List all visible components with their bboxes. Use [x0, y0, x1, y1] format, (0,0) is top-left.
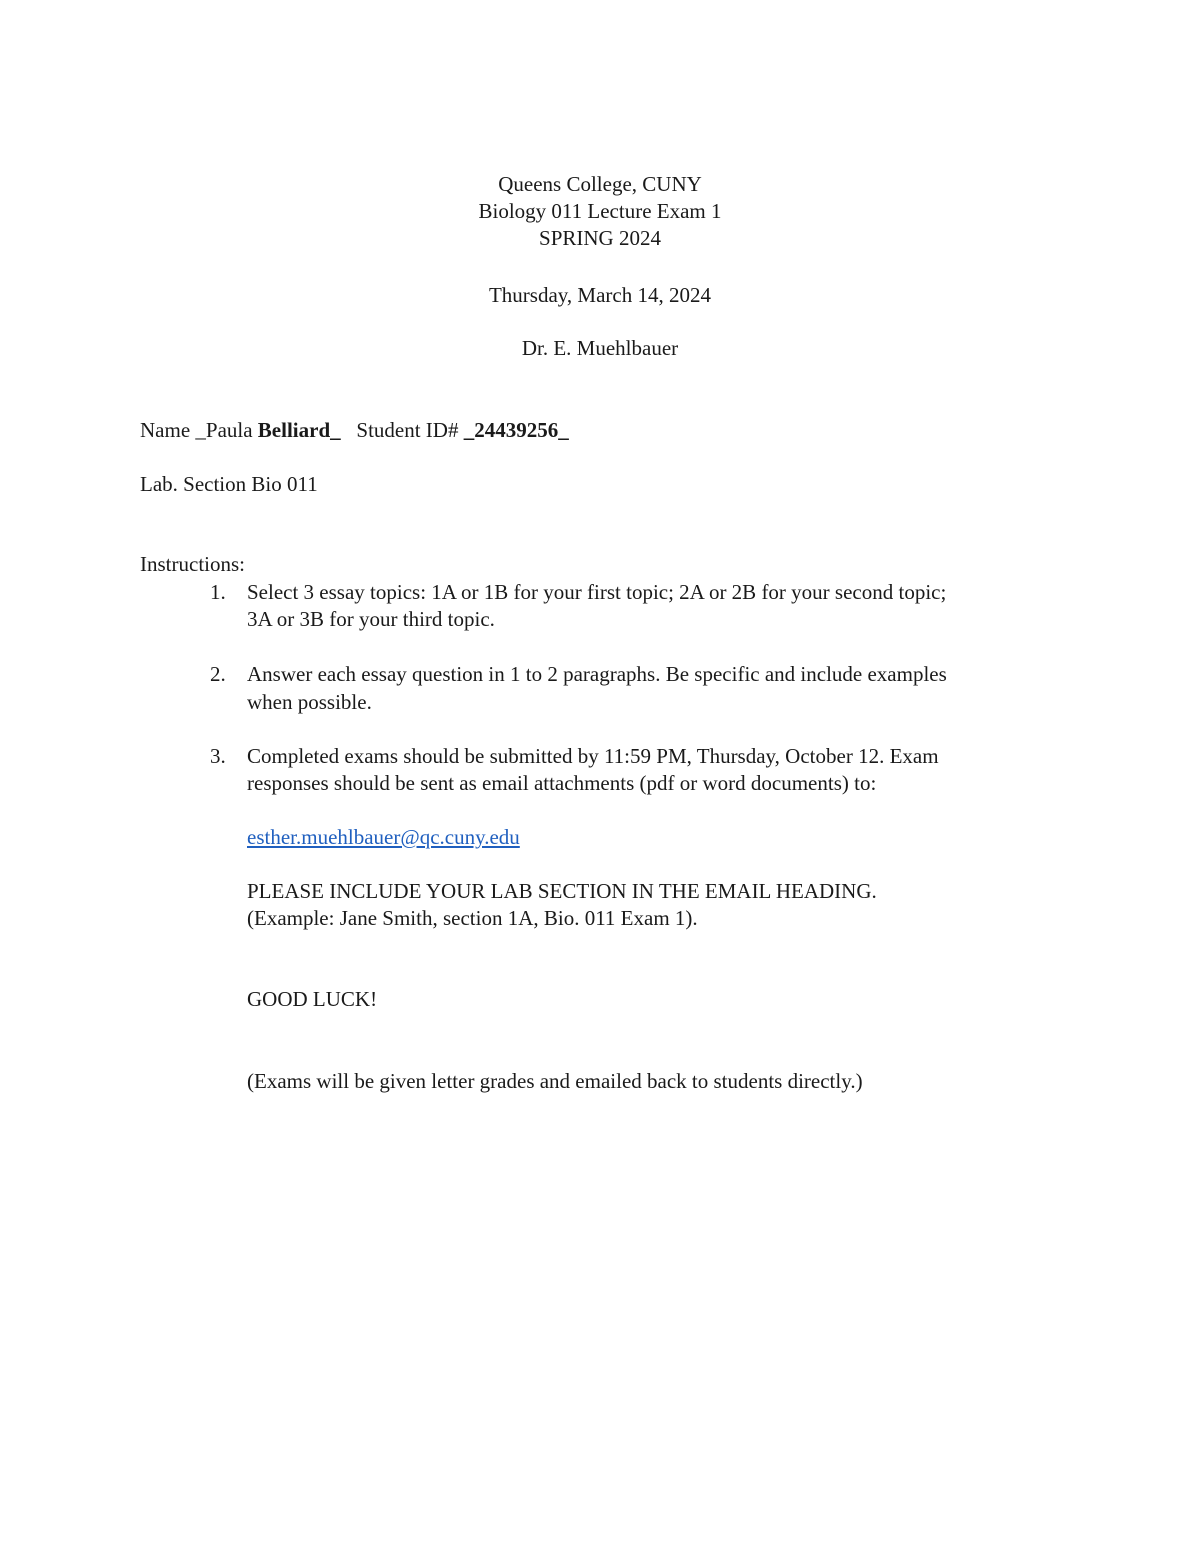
instruction-2-line-2: when possible.: [247, 690, 372, 714]
instruction-2-line-1: Answer each essay question in 1 to 2 paragraphs. Be specific and include examples: [247, 662, 947, 686]
instruction-number: 3.: [210, 744, 226, 768]
instruction-3-line-2: responses should be sent as email attachments (pdf or word documents) to:: [247, 771, 877, 795]
student-id-value: _24439256_: [463, 418, 569, 442]
good-luck-message: GOOD LUCK!: [247, 987, 378, 1011]
instructor-name: Dr. E. Muehlbauer: [521, 336, 679, 360]
institution-name: Queens College, CUNY: [498, 172, 702, 196]
name-label: Name _Paula: [140, 418, 258, 442]
student-info-line: [140, 417, 569, 444]
grades-note: (Exams will be given letter grades and emailed back to students directly.): [247, 1069, 863, 1093]
instruction-3-line-1: Completed exams should be submitted by 11:59 PM, Thursday, October 12. Exam: [247, 744, 939, 768]
course-exam-title: Biology 011 Lecture Exam 1: [478, 199, 722, 223]
instructor-email-link[interactable]: esther.muehlbauer@qc.cuny.edu: [247, 825, 520, 849]
instruction-number: 2.: [210, 662, 226, 686]
instruction-1-line-2: 3A or 3B for your third topic.: [247, 607, 495, 631]
lab-section: Lab. Section Bio 011: [140, 472, 318, 496]
exam-date: Thursday, March 14, 2024: [488, 283, 711, 307]
instruction-1-line-1: Select 3 essay topics: 1A or 1B for your first topic; 2A or 2B for your second topic;: [247, 580, 947, 604]
instructions-heading: Instructions:: [140, 552, 245, 576]
student-surname: Belliard_: [257, 418, 341, 442]
instruction-number: 1.: [210, 580, 226, 604]
lab-section-notice: PLEASE INCLUDE YOUR LAB SECTION IN THE EMAIL HEADING.: [247, 879, 877, 903]
email-heading-example: (Example: Jane Smith, section 1A, Bio. 011 Exam 1).: [247, 906, 698, 930]
student-id-label: Student ID#: [356, 418, 464, 442]
exam-term: SPRING 2024: [539, 226, 661, 250]
